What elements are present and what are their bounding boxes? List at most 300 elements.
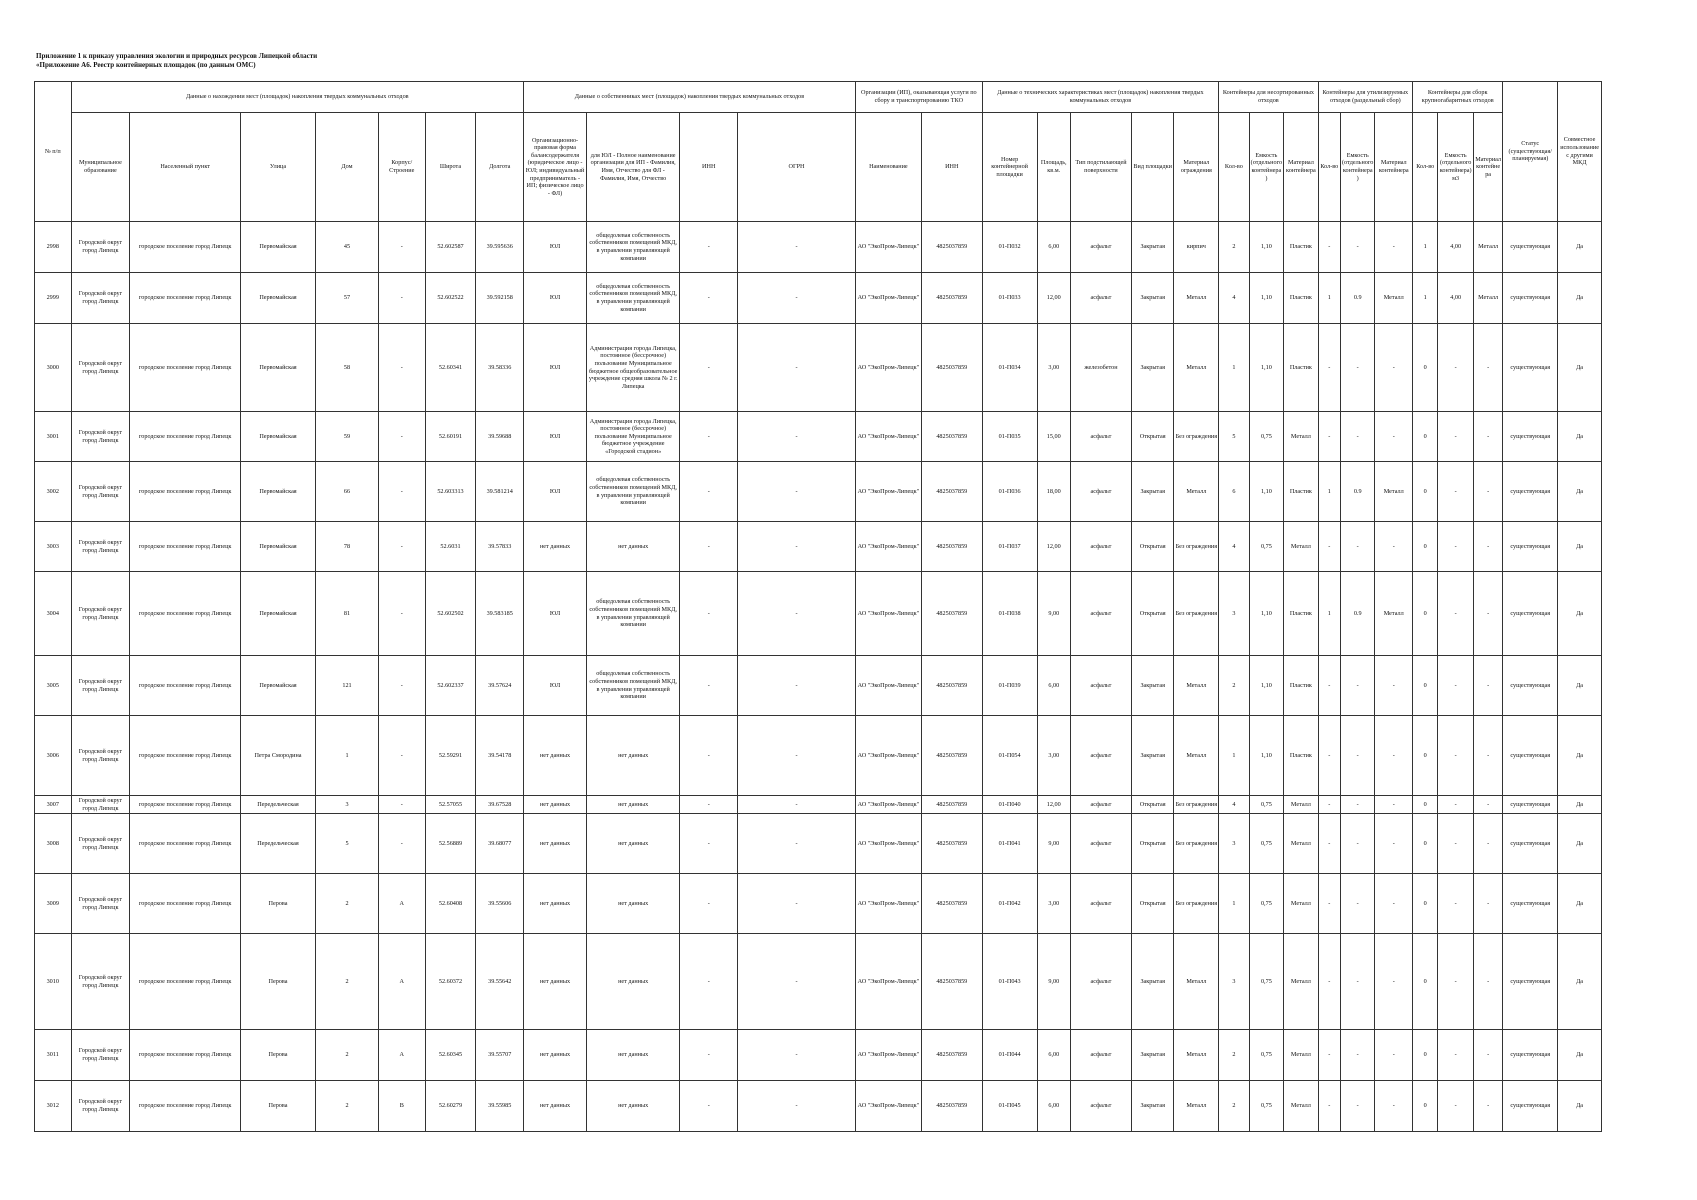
col-street: Улица (240, 113, 315, 222)
table-cell: - (1375, 324, 1413, 412)
table-cell: 18,00 (1037, 462, 1070, 522)
table-cell: Пластик (1284, 273, 1319, 324)
table-cell: Без ограждения (1174, 412, 1219, 462)
table-cell: 3009 (35, 874, 72, 934)
table-cell: существующая (1503, 874, 1558, 934)
table-cell: Металл (1284, 1030, 1319, 1081)
table-cell: - (738, 1030, 856, 1081)
table-cell: 2998 (35, 222, 72, 273)
table-cell: Металл (1174, 324, 1219, 412)
table-cell: Металл (1284, 796, 1319, 814)
table-row (35, 814, 1602, 874)
table-cell: 2 (1219, 656, 1249, 716)
table-cell: городское поселение город Липецк (130, 716, 241, 796)
header-line-2: «Приложение А6. Реестр контейнерных площадок (по данным ОМС) (36, 61, 256, 69)
table-cell: нет данных (524, 522, 587, 572)
table-cell: 3,00 (1037, 874, 1070, 934)
col-lon: Долгота (476, 113, 524, 222)
table-cell: Городской округ город Липецк (71, 1081, 130, 1132)
table-cell: 1,10 (1249, 324, 1284, 412)
table-cell: Петра Смородина (240, 716, 315, 796)
table-cell: 1 (1219, 324, 1249, 412)
table-cell: 52.6031 (425, 522, 476, 572)
table-cell: - (378, 412, 425, 462)
table-cell: нет данных (587, 814, 680, 874)
col-org-inn: ИНН (921, 113, 982, 222)
table-cell: Городской округ город Липецк (71, 716, 130, 796)
table-cell: железобетон (1071, 324, 1132, 412)
group-unsorted-containers: Контейнеры для несортированных отходов (1219, 82, 1318, 113)
table-cell: 3012 (35, 1081, 72, 1132)
table-cell: 0,75 (1249, 1081, 1284, 1132)
col-num: № п/п (35, 82, 72, 222)
table-cell: - (1340, 222, 1375, 273)
table-cell: 39.55985 (476, 1081, 524, 1132)
table-cell: 4825037859 (921, 656, 982, 716)
table-cell: - (738, 874, 856, 934)
table-cell: 2 (1219, 1030, 1249, 1081)
table-cell: 0 (1413, 462, 1438, 522)
table-cell: Металл (1375, 572, 1413, 656)
col-lat: Широта (425, 113, 476, 222)
table-cell: Без ограждения (1174, 874, 1219, 934)
table-cell: - (1340, 1081, 1375, 1132)
table-cell: 39.57624 (476, 656, 524, 716)
table-cell: 6,00 (1037, 1030, 1070, 1081)
table-cell: 0 (1413, 874, 1438, 934)
table-cell: 52.57055 (425, 796, 476, 814)
table-cell: 4825037859 (921, 934, 982, 1030)
table-cell: асфальт (1071, 934, 1132, 1030)
table-cell: АО "ЭкоПром-Липецк" (855, 222, 921, 273)
table-cell: Металл (1375, 273, 1413, 324)
table-cell: Да (1558, 324, 1602, 412)
table-cell: - (1438, 572, 1474, 656)
col-c3-material: Материал контейнера (1473, 113, 1502, 222)
table-cell: 52.602502 (425, 572, 476, 656)
table-cell: - (378, 324, 425, 412)
table-cell: 1,10 (1249, 572, 1284, 656)
table-cell: 6,00 (1037, 656, 1070, 716)
table-cell: - (1340, 716, 1375, 796)
table-cell: 01-П041 (982, 814, 1037, 874)
table-cell: нет данных (587, 522, 680, 572)
table-cell: - (1318, 522, 1340, 572)
table-cell: 01-П032 (982, 222, 1037, 273)
group-org: Организации (ИП), оказывающая услуги по сбору и транспортированию ТКО (855, 82, 982, 113)
table-cell: общедолевая собственность собственников помещений МКД, в управлении управляющей компании (587, 222, 680, 273)
table-cell: 2 (1219, 222, 1249, 273)
table-cell: городское поселение город Липецк (130, 656, 241, 716)
table-cell: 01-П044 (982, 1030, 1037, 1081)
table-cell: 52.602522 (425, 273, 476, 324)
table-cell: ЮЛ (524, 462, 587, 522)
table-cell: 12,00 (1037, 522, 1070, 572)
table-cell: асфальт (1071, 1081, 1132, 1132)
table-cell: 52.603313 (425, 462, 476, 522)
table-cell: - (1375, 222, 1413, 273)
table-cell: АО "ЭкоПром-Липецк" (855, 522, 921, 572)
table-cell: - (1318, 1081, 1340, 1132)
table-cell: 39.55707 (476, 1030, 524, 1081)
col-c1-volume: Емкость (отдельного контейнера) (1249, 113, 1284, 222)
table-cell: - (1438, 874, 1474, 934)
table-cell: - (680, 874, 738, 934)
table-cell: 4 (1219, 522, 1249, 572)
table-cell: АО "ЭкоПром-Липецк" (855, 656, 921, 716)
table-cell: 0,75 (1249, 796, 1284, 814)
table-cell: 15,00 (1037, 412, 1070, 462)
document-header (36, 52, 317, 70)
table-cell: 9,00 (1037, 572, 1070, 656)
table-cell: Городской округ город Липецк (71, 656, 130, 716)
table-cell: - (378, 716, 425, 796)
table-cell: 2 (316, 934, 379, 1030)
table-cell: Открытая (1131, 796, 1174, 814)
table-cell: - (378, 462, 425, 522)
table-cell: - (1375, 412, 1413, 462)
table-cell: городское поселение город Липецк (130, 796, 241, 814)
table-cell: Пластик (1284, 324, 1319, 412)
table-cell: 66 (316, 462, 379, 522)
table-row (35, 324, 1602, 412)
table-cell: - (680, 222, 738, 273)
table-body (35, 222, 1602, 1132)
col-legal-form: Организационно-правовая форма балансодержателя (юридическое лицо - ЮЛ; индивидуальный предприниматель - ИП; физическое лицо - ФЛ) (524, 113, 587, 222)
table-row (35, 656, 1602, 716)
table-cell: - (680, 462, 738, 522)
table-cell: Металл (1473, 273, 1502, 324)
table-cell: нет данных (587, 1030, 680, 1081)
table-cell: 0,75 (1249, 522, 1284, 572)
table-row (35, 412, 1602, 462)
table-cell: Металл (1174, 462, 1219, 522)
table-cell: существующая (1503, 324, 1558, 412)
table-cell: 0,75 (1249, 814, 1284, 874)
table-cell: - (1340, 412, 1375, 462)
col-c3-count: Кол-во (1413, 113, 1438, 222)
table-cell: кирпич (1174, 222, 1219, 273)
col-org-name: Наименование (855, 113, 921, 222)
table-cell: - (1318, 814, 1340, 874)
table-cell: 5 (316, 814, 379, 874)
table-cell: - (1438, 1030, 1474, 1081)
table-cell: 3006 (35, 716, 72, 796)
col-site-no: Номер контейнерной площадки (982, 113, 1037, 222)
table-cell: 2 (316, 1081, 379, 1132)
table-cell: нет данных (524, 1081, 587, 1132)
table-cell: Городской округ город Липецк (71, 222, 130, 273)
col-c1-material: Материал контейнера (1284, 113, 1319, 222)
table-cell: 01-П054 (982, 716, 1037, 796)
table-cell: - (378, 522, 425, 572)
table-cell: АО "ЭкоПром-Липецк" (855, 412, 921, 462)
table-cell: - (1375, 796, 1413, 814)
table-cell: - (680, 934, 738, 1030)
table-cell: ЮЛ (524, 222, 587, 273)
table-cell: Да (1558, 273, 1602, 324)
table-cell: - (680, 796, 738, 814)
table-row (35, 874, 1602, 934)
table-cell: АО "ЭкоПром-Липецк" (855, 273, 921, 324)
table-cell: - (1375, 874, 1413, 934)
table-cell: асфальт (1071, 716, 1132, 796)
table-cell: существующая (1503, 1081, 1558, 1132)
table-cell: В (378, 1081, 425, 1132)
table-cell: 4825037859 (921, 796, 982, 814)
table-cell: АО "ЭкоПром-Липецк" (855, 796, 921, 814)
table-cell: АО "ЭкоПром-Липецк" (855, 934, 921, 1030)
table-cell: 39.54178 (476, 716, 524, 796)
table-cell: - (1473, 934, 1502, 1030)
table-cell: 1,10 (1249, 273, 1284, 324)
table-cell: 3002 (35, 462, 72, 522)
table-cell: 4825037859 (921, 522, 982, 572)
table-cell: Металл (1284, 412, 1319, 462)
table-cell: 0 (1413, 934, 1438, 1030)
table-cell: 52.60408 (425, 874, 476, 934)
table-cell: - (738, 462, 856, 522)
table-cell: Закрытая (1131, 273, 1174, 324)
table-cell: - (1473, 796, 1502, 814)
table-row (35, 934, 1602, 1030)
group-bulky-containers: Контейнеры для сборк крупногабаритных отходов (1413, 82, 1503, 113)
table-cell: 01-П037 (982, 522, 1037, 572)
group-location: Данные о нахождении мест (площадок) накопления твердых коммунальных отходов (71, 82, 524, 113)
table-cell: Да (1558, 716, 1602, 796)
table-cell: - (1438, 796, 1474, 814)
table-cell: нет данных (587, 716, 680, 796)
col-area: Площадь, кв.м. (1037, 113, 1070, 222)
table-cell: 4825037859 (921, 324, 982, 412)
col-settlement: Населенный пункт (130, 113, 241, 222)
table-cell: Первомайская (240, 656, 315, 716)
table-cell: городское поселение город Липецк (130, 1081, 241, 1132)
table-cell: - (1473, 716, 1502, 796)
table-cell: 4825037859 (921, 412, 982, 462)
table-cell: 6 (1219, 462, 1249, 522)
table-cell: Да (1558, 1030, 1602, 1081)
table-cell: 39.55606 (476, 874, 524, 934)
table-cell: существующая (1503, 412, 1558, 462)
table-cell: Городской округ город Липецк (71, 814, 130, 874)
col-surface: Тип подстилающей поверхности (1071, 113, 1132, 222)
table-cell: - (1318, 1030, 1340, 1081)
table-cell: нет данных (524, 716, 587, 796)
table-cell: - (1375, 1030, 1413, 1081)
table-cell: существующая (1503, 814, 1558, 874)
table-cell: - (738, 934, 856, 1030)
table-cell: - (1340, 814, 1375, 874)
table-cell: 1 (1318, 462, 1340, 522)
table-cell: 1 (1219, 716, 1249, 796)
table-cell: Закрытая (1131, 462, 1174, 522)
table-cell: Металл (1284, 934, 1319, 1030)
table-cell: - (738, 412, 856, 462)
table-cell: - (1375, 716, 1413, 796)
table-cell: 1 (1413, 222, 1438, 273)
table-row (35, 572, 1602, 656)
table-cell: - (680, 656, 738, 716)
table-cell: существующая (1503, 572, 1558, 656)
table-cell: существующая (1503, 222, 1558, 273)
table-cell: 0 (1413, 814, 1438, 874)
table-cell: 4825037859 (921, 874, 982, 934)
table-cell: 45 (316, 222, 379, 273)
table-cell: АО "ЭкоПром-Липецк" (855, 324, 921, 412)
table-cell: - (1438, 656, 1474, 716)
table-cell: асфальт (1071, 412, 1132, 462)
table-cell: Перова (240, 1030, 315, 1081)
table-cell: 01-П034 (982, 324, 1037, 412)
table-cell: 3007 (35, 796, 72, 814)
table-cell: 52.56889 (425, 814, 476, 874)
table-cell: - (738, 324, 856, 412)
table-cell: - (680, 572, 738, 656)
table-cell: - (1473, 1081, 1502, 1132)
table-cell: - (1318, 656, 1340, 716)
table-cell: нет данных (524, 934, 587, 1030)
table-cell: Без ограждения (1174, 796, 1219, 814)
table-cell: Администрация города Липецка, постоянное (бессрочное) пользование Муниципальное бюджетное общеобразовательное учреждение средняя школа № 2 г. Липецка (587, 324, 680, 412)
table-cell: 1 (1413, 273, 1438, 324)
table-cell: ЮЛ (524, 273, 587, 324)
table-cell: 3003 (35, 522, 72, 572)
table-cell: - (1318, 324, 1340, 412)
table-cell: Металл (1284, 522, 1319, 572)
table-cell: АО "ЭкоПром-Липецк" (855, 874, 921, 934)
table-cell: Закрытая (1131, 1030, 1174, 1081)
table-cell: нет данных (587, 1081, 680, 1132)
table-cell: 4825037859 (921, 462, 982, 522)
table-cell: - (1438, 412, 1474, 462)
table-cell: - (1473, 814, 1502, 874)
table-cell: Закрытая (1131, 1081, 1174, 1132)
table-cell: - (1473, 412, 1502, 462)
table-cell: 52.60279 (425, 1081, 476, 1132)
table-cell: существующая (1503, 716, 1558, 796)
table-cell: общедолевая собственность собственников помещений МКД, в управлении управляющей компании (587, 572, 680, 656)
table-cell: Закрытая (1131, 324, 1174, 412)
table-cell: Да (1558, 572, 1602, 656)
table-cell: - (1473, 522, 1502, 572)
table-cell: - (738, 716, 856, 796)
col-shared: Совместное использование с другими МКД (1558, 82, 1602, 222)
table-cell: 3 (1219, 934, 1249, 1030)
group-separate-containers: Контейнеры для утилизируемых отходов (раздельный сбор) (1318, 82, 1412, 113)
col-municipality: Муниципальное образование (71, 113, 130, 222)
table-cell: Городской округ город Липецк (71, 796, 130, 814)
table-cell: - (1438, 716, 1474, 796)
table-cell: - (1473, 572, 1502, 656)
table-cell: Закрытая (1131, 934, 1174, 1030)
table-cell: 39.57833 (476, 522, 524, 572)
table-cell: асфальт (1071, 656, 1132, 716)
table-cell: - (1340, 874, 1375, 934)
table-cell: 01-П043 (982, 934, 1037, 1030)
table-cell: городское поселение город Липецк (130, 273, 241, 324)
col-ogrn: ОГРН (738, 113, 856, 222)
table-cell: 01-П036 (982, 462, 1037, 522)
table-cell: городское поселение город Липецк (130, 814, 241, 874)
table-cell: АО "ЭкоПром-Липецк" (855, 572, 921, 656)
table-cell: Передельческая (240, 814, 315, 874)
table-cell: - (680, 273, 738, 324)
table-cell: Пластик (1284, 462, 1319, 522)
table-cell: 39.67528 (476, 796, 524, 814)
table-cell: 4825037859 (921, 716, 982, 796)
table-cell: 3005 (35, 656, 72, 716)
table-cell: - (378, 222, 425, 273)
group-tech: Данные о технических характеристиках мест (площадок) накопления твердых коммунальных отходов (982, 82, 1218, 113)
table-cell: Без ограждения (1174, 522, 1219, 572)
table-cell: Закрытая (1131, 716, 1174, 796)
table-cell: 3011 (35, 1030, 72, 1081)
table-cell: Да (1558, 222, 1602, 273)
table-cell: Металл (1174, 716, 1219, 796)
table-cell: 1,10 (1249, 656, 1284, 716)
table-cell: Городской округ город Липецк (71, 462, 130, 522)
table-row (35, 522, 1602, 572)
table-cell: 2 (316, 1030, 379, 1081)
table-cell: АО "ЭкоПром-Липецк" (855, 462, 921, 522)
table-cell: - (1318, 412, 1340, 462)
col-c1-count: Кол-во (1219, 113, 1249, 222)
table-cell: 01-П038 (982, 572, 1037, 656)
table-cell: - (1473, 462, 1502, 522)
table-row (35, 716, 1602, 796)
table-cell: - (738, 522, 856, 572)
table-cell: асфальт (1071, 796, 1132, 814)
table-cell: - (1473, 1030, 1502, 1081)
table-cell: 3 (1219, 572, 1249, 656)
table-cell: - (680, 716, 738, 796)
table-cell: - (1340, 1030, 1375, 1081)
table-cell: - (1375, 934, 1413, 1030)
table-cell: 3 (316, 796, 379, 814)
table-cell: нет данных (524, 1030, 587, 1081)
table-cell: 39.68077 (476, 814, 524, 874)
table-cell: Металл (1174, 1081, 1219, 1132)
table-cell: - (738, 814, 856, 874)
table-cell: 0,75 (1249, 1030, 1284, 1081)
col-owner-inn: ИНН (680, 113, 738, 222)
table-cell: Да (1558, 1081, 1602, 1132)
table-cell: городское поселение город Липецк (130, 412, 241, 462)
table-cell: 4825037859 (921, 572, 982, 656)
table-cell: 52.60345 (425, 1030, 476, 1081)
table-cell: 52.602587 (425, 222, 476, 273)
table-cell: - (1473, 324, 1502, 412)
table-cell: 01-П039 (982, 656, 1037, 716)
table-cell: 6,00 (1037, 222, 1070, 273)
table-cell: Закрытая (1131, 222, 1174, 273)
table-cell: - (680, 522, 738, 572)
table-cell: 0 (1413, 716, 1438, 796)
table-cell: - (1375, 814, 1413, 874)
table-cell: Первомайская (240, 462, 315, 522)
table-cell: 39.58336 (476, 324, 524, 412)
table-cell: 81 (316, 572, 379, 656)
table-cell: асфальт (1071, 222, 1132, 273)
table-cell: - (1340, 656, 1375, 716)
table-cell: Пластик (1284, 222, 1319, 273)
table-cell: Металл (1284, 1081, 1319, 1132)
table-cell: 0.9 (1340, 273, 1375, 324)
table-cell: Городской округ город Липецк (71, 934, 130, 1030)
col-c2-material: Материал контейнера (1375, 113, 1413, 222)
table-cell: - (738, 572, 856, 656)
